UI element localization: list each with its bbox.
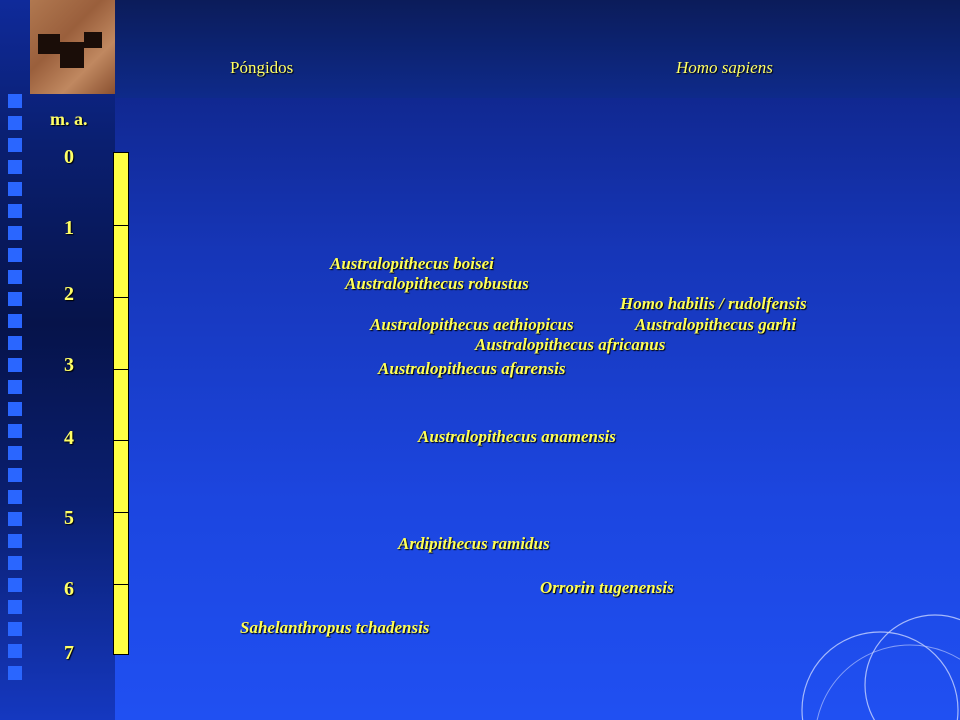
species-robustus: Australopithecus robustus	[345, 274, 529, 293]
decorative-square	[8, 226, 22, 240]
decorative-square	[8, 424, 22, 438]
decorative-squares	[8, 94, 24, 684]
decorative-square	[8, 446, 22, 460]
scale-divider	[113, 225, 129, 226]
decorative-circles	[760, 580, 960, 720]
decorative-square	[8, 336, 22, 350]
axis-tick-5: 5	[64, 507, 74, 529]
decorative-square	[8, 160, 22, 174]
species-ramidus: Ardipithecus ramidus	[398, 534, 550, 553]
species-anamensis: Australopithecus anamensis	[418, 427, 616, 446]
decorative-square	[8, 512, 22, 526]
decorative-square	[8, 534, 22, 548]
decorative-square	[8, 116, 22, 130]
decorative-square	[8, 578, 22, 592]
decorative-square	[8, 270, 22, 284]
header-pongidos: Póngidos	[230, 58, 294, 77]
decorative-square	[8, 358, 22, 372]
decorative-square	[8, 644, 22, 658]
decorative-square	[8, 182, 22, 196]
decorative-square	[8, 556, 22, 570]
decorative-square	[8, 380, 22, 394]
top-band	[115, 0, 960, 98]
scale-divider	[113, 584, 129, 585]
scale-divider	[113, 297, 129, 298]
axis-tick-7: 7	[64, 642, 74, 664]
decorative-square	[8, 292, 22, 306]
axis-tick-3: 3	[64, 354, 74, 376]
decorative-square	[8, 600, 22, 614]
scale-divider	[113, 440, 129, 441]
species-garhi: Australopithecus garhi	[635, 315, 797, 334]
decorative-square	[8, 94, 22, 108]
decorative-square	[8, 204, 22, 218]
scale-divider	[113, 512, 129, 513]
header-homo-sapiens: Homo sapiens	[676, 58, 773, 77]
decorative-square	[8, 468, 22, 482]
decorative-square	[8, 666, 22, 680]
scale-divider	[113, 369, 129, 370]
decorative-square	[8, 622, 22, 636]
decorative-square	[8, 402, 22, 416]
species-afarensis: Australopithecus afarensis	[378, 359, 566, 378]
axis-tick-4: 4	[64, 427, 74, 449]
left-strip	[0, 0, 115, 720]
axis-tick-1: 1	[64, 217, 74, 239]
time-scale-bar	[113, 152, 129, 655]
axis-tick-6: 6	[64, 578, 74, 600]
axis-tick-2: 2	[64, 283, 74, 305]
species-boisei: Australopithecus boisei	[330, 254, 494, 273]
species-aethiopicus: Australopithecus aethiopicus	[370, 315, 574, 334]
logo-icon	[30, 0, 115, 94]
axis-unit-label: m. a.	[50, 109, 88, 129]
decorative-square	[8, 490, 22, 504]
decorative-square	[8, 314, 22, 328]
species-africanus: Australopithecus africanus	[475, 335, 666, 354]
species-homo-habilis: Homo habilis / rudolfensis	[620, 294, 807, 313]
species-orrorin: Orrorin tugenensis	[540, 578, 674, 597]
species-sahelanthropus: Sahelanthropus tchadensis	[240, 618, 430, 637]
axis-tick-0: 0	[64, 146, 74, 168]
decorative-square	[8, 248, 22, 262]
decorative-square	[8, 138, 22, 152]
